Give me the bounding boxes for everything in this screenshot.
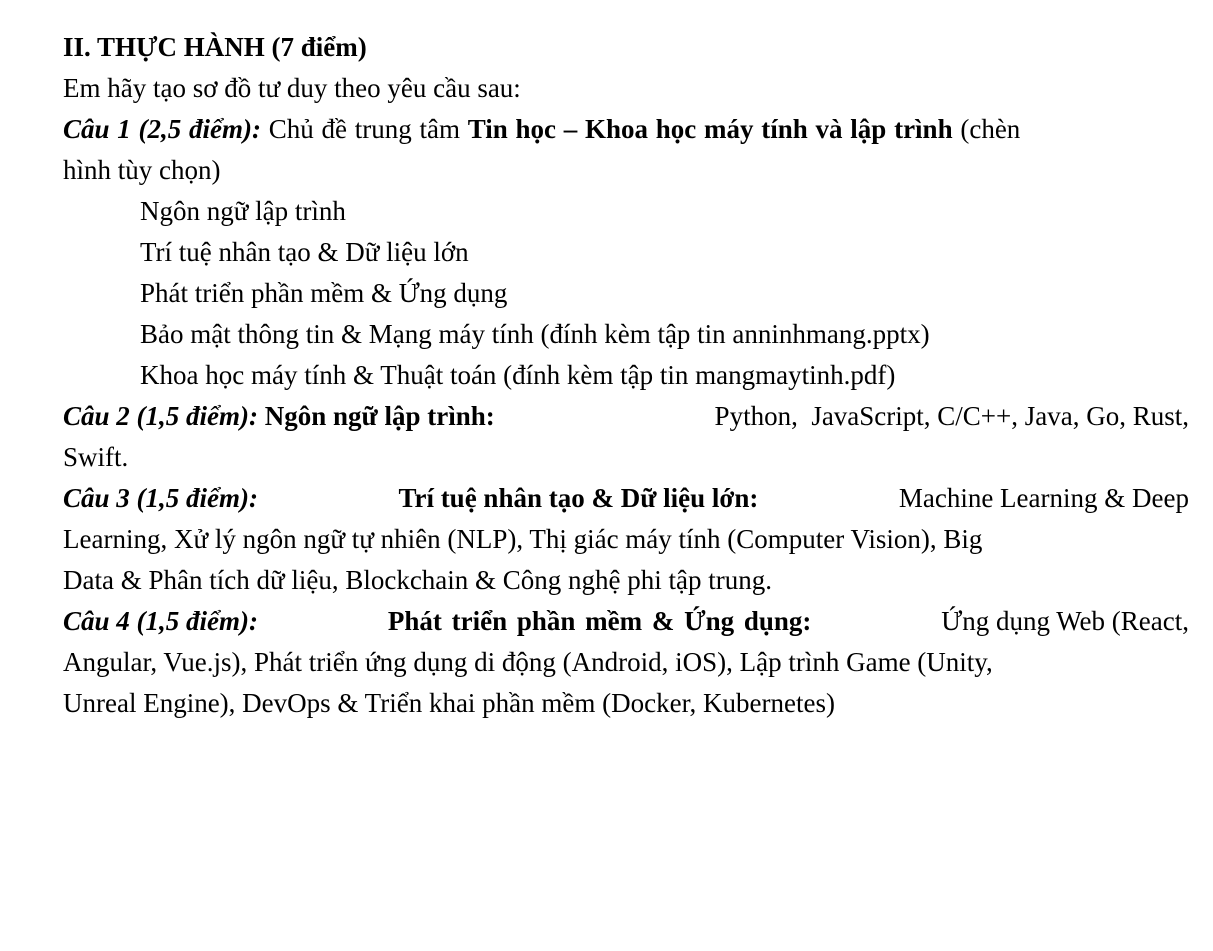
section-heading: II. THỰC HÀNH (7 điểm)	[63, 32, 367, 62]
question-2-continuation: Swift.	[63, 442, 129, 472]
question-3	[63, 478, 1189, 519]
question-3-label: Câu 3 (1,5 điểm):	[63, 483, 258, 513]
question-3-text: Machine Learning & Deep	[898, 483, 1189, 513]
question-3-topic: Trí tuệ nhân tạo & Dữ liệu lớn:	[398, 483, 759, 513]
question-4-line-2: Angular, Vue.js), Phát triển ứng dụng di động (Android, iOS), Lập trình Game (Unity,	[63, 647, 993, 677]
branch-item: Ngôn ngữ lập trình	[140, 196, 346, 226]
branch-item: Trí tuệ nhân tạo & Dữ liệu lớn	[140, 237, 469, 267]
branch-item: Bảo mật thông tin & Mạng máy tính (đính kèm tập tin anninhmang.pptx)	[140, 319, 930, 349]
question-4	[63, 601, 1189, 642]
intro-text: Em hãy tạo sơ đồ tư duy theo yêu cầu sau:	[63, 73, 521, 103]
question-2	[63, 396, 1189, 437]
question-3-line-3: Data & Phân tích dữ liệu, Blockchain & Công nghệ phi tập trung.	[63, 565, 773, 595]
branch-item: Khoa học máy tính & Thuật toán (đính kèm tập tin mangmaytinh.pdf)	[140, 360, 896, 390]
question-4-topic: Phát triển phần mềm & Ứng dụng:	[387, 606, 812, 636]
question-1	[63, 109, 1189, 150]
question-1-text-b: (chèn	[952, 114, 1021, 144]
question-1-continuation: hình tùy chọn)	[63, 155, 221, 185]
question-2-text: Python, JavaScript, C/C++, Java, Go, Rust,	[714, 401, 1189, 431]
question-3-line-2: Learning, Xử lý ngôn ngữ tự nhiên (NLP), Thị giác máy tính (Computer Vision), Big	[63, 524, 983, 554]
question-4-line-3: Unreal Engine), DevOps & Triển khai phần mềm (Docker, Kubernetes)	[63, 688, 835, 718]
question-4-text: Ứng dụng Web (React,	[941, 606, 1189, 636]
question-1-text-a: Chủ đề trung tâm	[261, 114, 468, 144]
branch-item: Phát triển phần mềm & Ứng dụng	[140, 278, 508, 308]
question-2-topic: Ngôn ngữ lập trình:	[264, 401, 495, 431]
question-1-label: Câu 1 (2,5 điểm):	[63, 114, 261, 144]
question-4-label: Câu 4 (1,5 điểm):	[63, 606, 258, 636]
question-2-label: Câu 2 (1,5 điểm):	[63, 401, 258, 431]
question-1-topic: Tin học – Khoa học máy tính và lập trình	[467, 114, 953, 144]
